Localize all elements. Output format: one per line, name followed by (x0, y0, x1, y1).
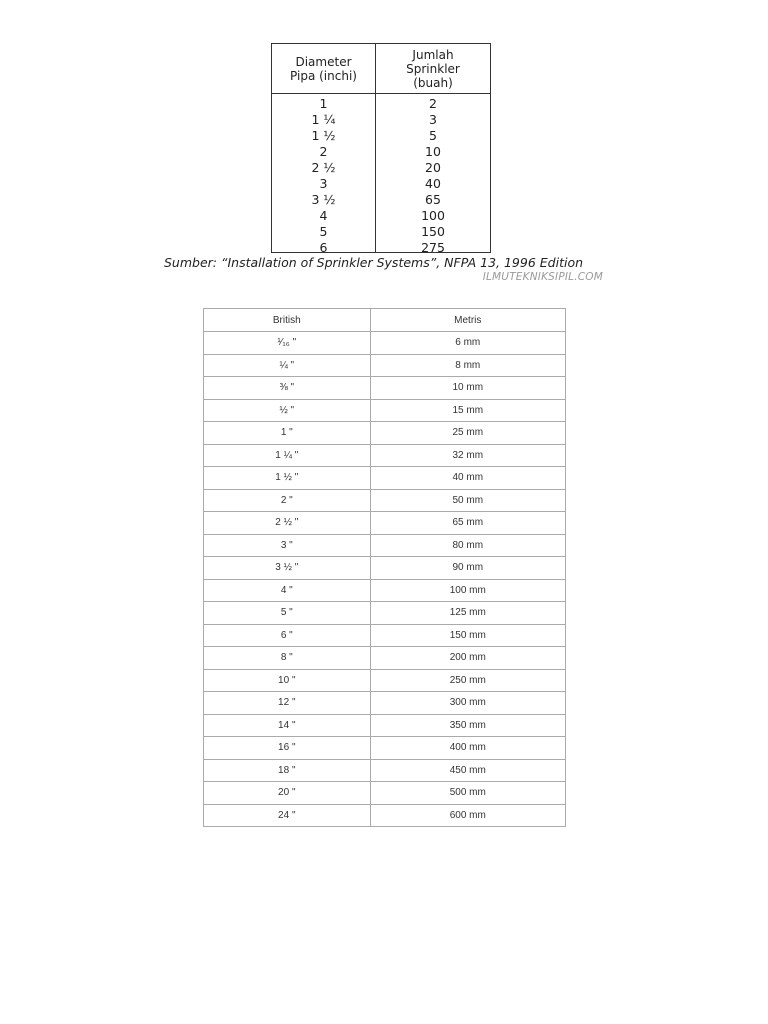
british-cell: ½ " (204, 399, 371, 422)
table-row (204, 804, 566, 827)
metris-cell: 50 mm (370, 489, 565, 512)
metris-cell: 600 mm (370, 804, 565, 827)
header-divider (272, 93, 490, 94)
watermark: ILMUTEKNIKSIPIL.COM (482, 271, 603, 283)
count-cell: 275 (421, 240, 445, 255)
british-cell: 8 " (204, 647, 371, 670)
table-row (204, 624, 566, 647)
count-cell: 3 (429, 112, 437, 127)
british-cell: 24 " (204, 804, 371, 827)
british-cell: 3 " (204, 534, 371, 557)
metris-cell: 6 mm (370, 332, 565, 355)
metris-cell: 200 mm (370, 647, 565, 670)
table-row (204, 399, 566, 422)
diameter-cell: 2 (319, 144, 328, 159)
table-row (204, 489, 566, 512)
british-cell: 2 " (204, 489, 371, 512)
table-row (204, 714, 566, 737)
metris-cell: 40 mm (370, 467, 565, 490)
diameter-cell: 6 (319, 240, 328, 255)
sprinkler-table (271, 43, 491, 253)
diameter-cell: 4 (319, 208, 328, 223)
british-cell: 20 " (204, 782, 371, 805)
header-count-line3: (buah) (413, 75, 453, 90)
table-row (204, 692, 566, 715)
british-cell: 6 " (204, 624, 371, 647)
metris-cell: 400 mm (370, 737, 565, 760)
count-cell: 5 (429, 128, 437, 143)
diameter-cell: 5 (319, 224, 328, 239)
table-row (204, 422, 566, 445)
metris-cell: 250 mm (370, 669, 565, 692)
diameter-cell: 1 ¼ (311, 112, 336, 127)
header-sprinkler-count (376, 44, 490, 93)
count-column (376, 96, 490, 256)
metris-cell: 450 mm (370, 759, 565, 782)
metris-cell: 8 mm (370, 354, 565, 377)
metris-cell: 32 mm (370, 444, 565, 467)
count-cell: 20 (425, 160, 441, 175)
table-row (204, 557, 566, 580)
diameter-column (272, 96, 375, 256)
metris-cell: 100 mm (370, 579, 565, 602)
table-row (204, 737, 566, 760)
table-row (204, 534, 566, 557)
british-cell: ⅜ " (204, 377, 371, 400)
metris-cell: 150 mm (370, 624, 565, 647)
header-metris: Metris (370, 309, 565, 332)
header-diameter (272, 44, 375, 93)
metris-cell: 10 mm (370, 377, 565, 400)
british-cell: 4 " (204, 579, 371, 602)
british-cell: 5 " (204, 602, 371, 625)
count-cell: 40 (425, 176, 441, 191)
diameter-cell: 1 ½ (311, 128, 336, 143)
count-cell: 65 (425, 192, 441, 207)
diameter-cell: 3 (319, 176, 328, 191)
metris-cell: 350 mm (370, 714, 565, 737)
count-cell: 100 (421, 208, 445, 223)
diameter-cell: 2 ½ (311, 160, 336, 175)
count-cell: 2 (429, 96, 437, 111)
diameter-cell: 3 ½ (311, 192, 336, 207)
british-cell: 12 " (204, 692, 371, 715)
conversion-table (203, 308, 566, 827)
table-row (204, 444, 566, 467)
metris-cell: 25 mm (370, 422, 565, 445)
metris-cell: 500 mm (370, 782, 565, 805)
count-cell: 10 (425, 144, 441, 159)
header-british: British (204, 309, 371, 332)
metris-cell: 90 mm (370, 557, 565, 580)
british-cell: ¹⁄₁₆ " (204, 332, 371, 355)
british-cell: 1 ¼ " (204, 444, 371, 467)
table-row (204, 602, 566, 625)
table-row (204, 467, 566, 490)
header-count-line2: Sprinkler (406, 61, 460, 76)
header-diameter-line1: Diameter (295, 54, 352, 69)
table-row (204, 759, 566, 782)
table-row (204, 332, 566, 355)
british-cell: 10 " (204, 669, 371, 692)
metris-cell: 125 mm (370, 602, 565, 625)
table-row (204, 377, 566, 400)
british-cell: 2 ½ " (204, 512, 371, 535)
table-row (204, 354, 566, 377)
british-cell: 3 ½ " (204, 557, 371, 580)
header-diameter-line2: Pipa (inchi) (290, 68, 357, 83)
metris-cell: 65 mm (370, 512, 565, 535)
header-count-line1: Jumlah (412, 47, 454, 62)
british-cell: 16 " (204, 737, 371, 760)
metris-cell: 15 mm (370, 399, 565, 422)
table-header-row (204, 309, 566, 332)
british-cell: ¼ " (204, 354, 371, 377)
table-row (204, 782, 566, 805)
table-row (204, 669, 566, 692)
diameter-cell: 1 (319, 96, 328, 111)
table-row (204, 512, 566, 535)
british-cell: 1 ½ " (204, 467, 371, 490)
british-cell: 18 " (204, 759, 371, 782)
metris-cell: 300 mm (370, 692, 565, 715)
british-cell: 1 " (204, 422, 371, 445)
table-row (204, 579, 566, 602)
metris-cell: 80 mm (370, 534, 565, 557)
table-row (204, 647, 566, 670)
british-cell: 14 " (204, 714, 371, 737)
source-caption: Sumber: “Installation of Sprinkler Systems”, NFPA 13, 1996 Edition (164, 255, 584, 270)
count-cell: 150 (421, 224, 445, 239)
